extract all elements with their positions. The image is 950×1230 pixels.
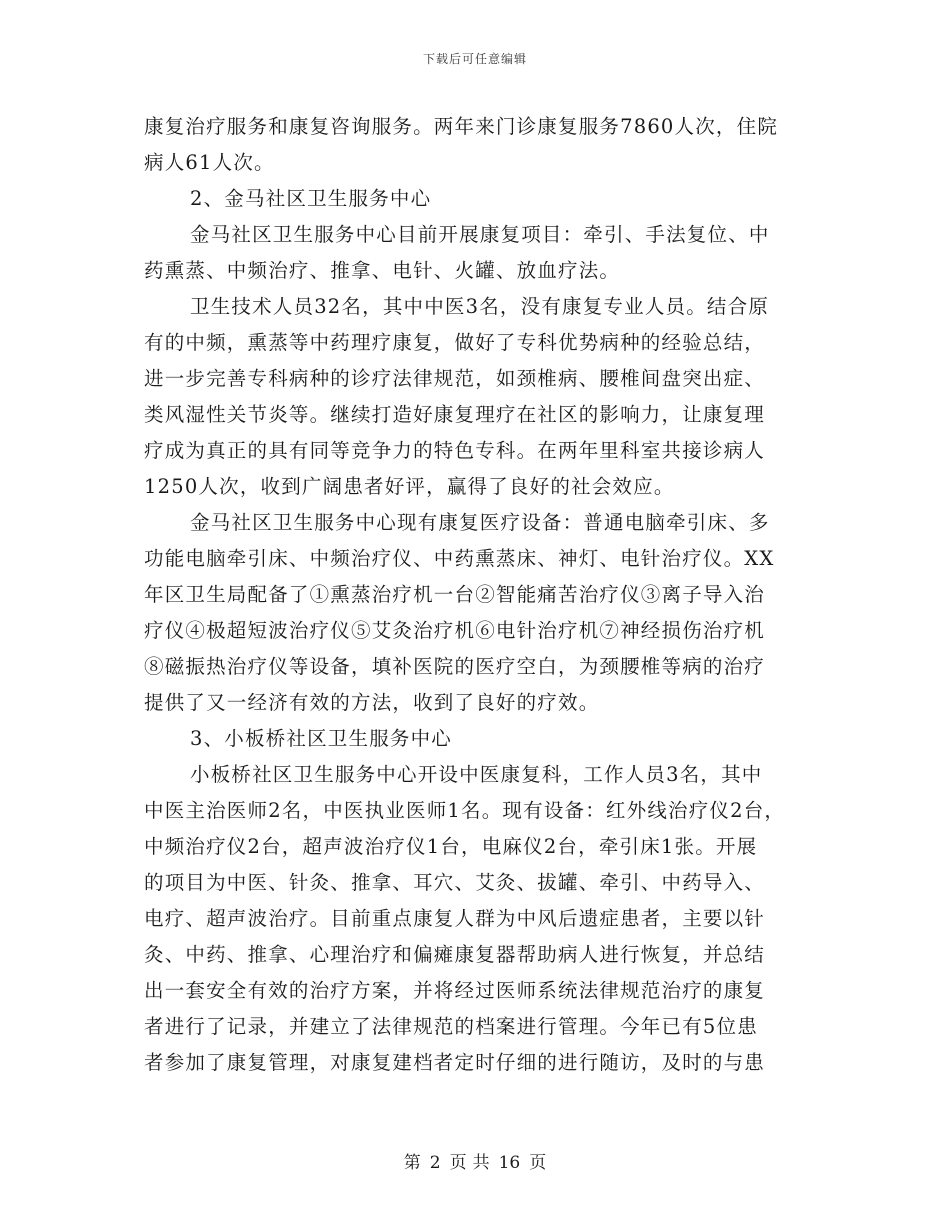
footer-current-page: 2 [429,1153,441,1173]
footer-suffix: 页 [529,1153,547,1173]
body-line: ⑧磁振热治疗仪等设备，填补医院的医疗空白，为颈腰椎等病的治疗 [144,655,766,678]
body-line: 卫生技术人员32名，其中中医3名，没有康复专业人员。结合原 [190,295,770,318]
body-line: 疗成为真正的具有同等竞争力的特色专科。在两年里科室共接诊病人 [144,439,766,462]
body-line: 中医主治医师2名，中医执业医师1名。现有设备：红外线治疗仪2台， [144,799,786,822]
footer-total-pages: 16 [498,1153,521,1173]
body-line: 灸、中药、推拿、心理治疗和偏瘫康复器帮助病人进行恢复，并总结 [144,943,766,966]
body-line: 者参加了康复管理，对康复建档者定时仔细的进行随访，及时的与患 [144,1051,766,1074]
body-line: 药熏蒸、中频治疗、推拿、电针、火罐、放血疗法。 [144,259,621,282]
document-body [144,109,814,1081]
body-line: 疗仪④极超短波治疗仪⑤艾灸治疗机⑥电针治疗机⑦神经损伤治疗机 [144,619,766,642]
section-heading: 3、小板桥社区卫生服务中心 [190,727,453,750]
body-line: 进一步完善专科病种的诊疗法律规范，如颈椎病、腰椎间盘突出症、 [144,367,766,390]
page-header-note: 下载后可任意编辑 [422,52,527,66]
body-line: 金马社区卫生服务中心现有康复医疗设备：普通电脑牵引床、多 [190,511,770,534]
section-heading: 2、金马社区卫生服务中心 [190,187,432,210]
body-line: 金马社区卫生服务中心目前开展康复项目：牵引、手法复位、中 [190,223,770,246]
footer-page-word: 页 [449,1153,467,1173]
body-line: 者进行了记录，并建立了法律规范的档案进行管理。今年已有5位患 [144,1015,758,1038]
body-line: 电疗、超声波治疗。目前重点康复人群为中风后遗症患者，主要以针 [144,907,766,930]
body-line: 出一套安全有效的治疗方案，并将经过医师系统法律规范治疗的康复 [144,979,766,1002]
body-line: 的项目为中医、针灸、推拿、耳穴、艾灸、拔罐、牵引、中药导入、 [144,871,766,894]
footer-prefix: 第 [403,1153,421,1173]
body-line: 提供了又一经济有效的方法，收到了良好的疗效。 [144,691,600,714]
body-line: 小板桥社区卫生服务中心开设中医康复科，工作人员3名，其中 [190,763,763,786]
body-line: 康复治疗服务和康复咨询服务。两年来门诊康复服务7860人次，住院 [144,115,779,138]
page-number-footer [0,1148,950,1173]
body-line: 功能电脑牵引床、中频治疗仪、中药熏蒸床、神灯、电针治疗仪。XX [144,547,775,570]
body-line: 中频治疗仪2台，超声波治疗仪1台，电麻仪2台，牵引床1张。开展 [144,835,758,858]
body-line: 1250人次，收到广阔患者好评，赢得了良好的社会效应。 [144,475,675,498]
footer-total-word: 共 [472,1153,490,1173]
body-line: 有的中频，熏蒸等中药理疗康复，做好了专科优势病种的经验总结， [144,331,766,354]
body-line: 病人61人次。 [144,151,275,174]
body-line: 年区卫生局配备了①熏蒸治疗机一台②智能痛苦治疗仪③离子导入治 [144,583,766,606]
body-line: 类风湿性关节炎等。继续打造好康复理疗在社区的影响力，让康复理 [144,403,766,426]
